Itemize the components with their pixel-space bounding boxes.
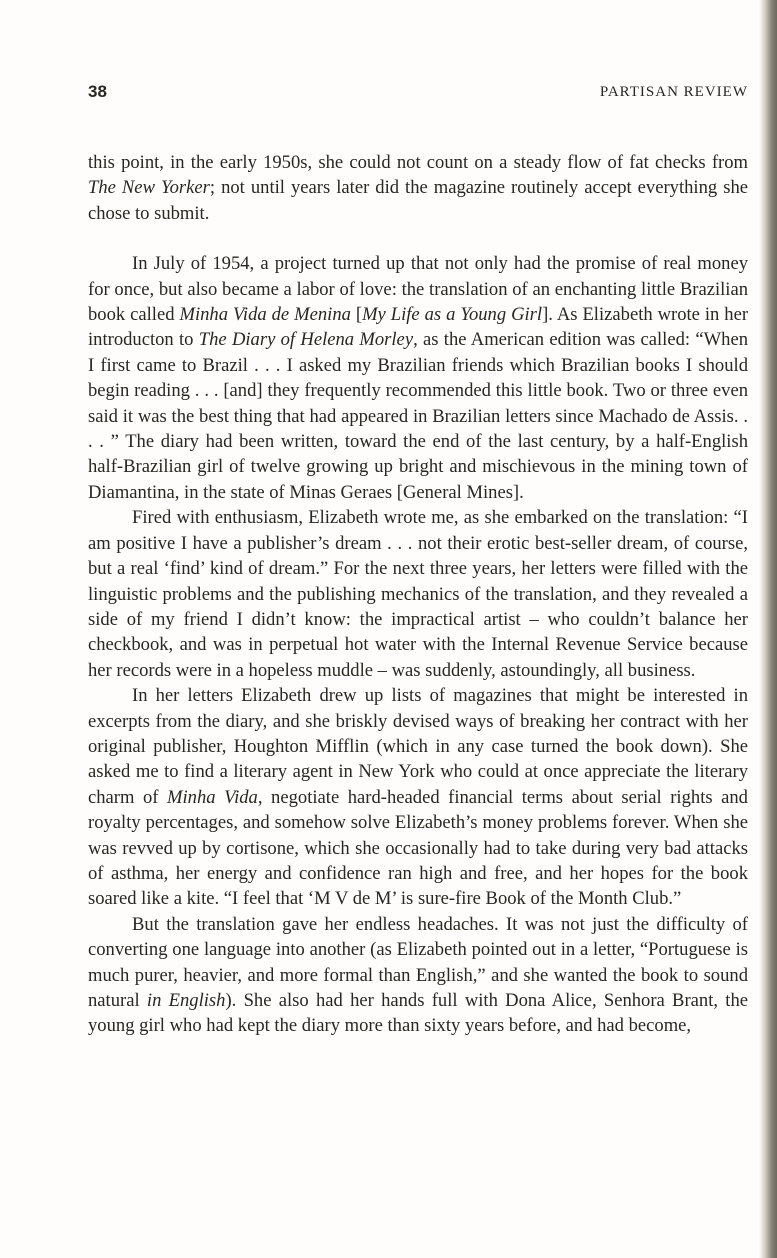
paragraph xyxy=(88,505,748,683)
paragraph xyxy=(88,683,748,912)
running-head: PARTISAN REVIEW xyxy=(599,84,748,100)
page-number: 38 xyxy=(88,82,107,101)
page-header xyxy=(88,82,748,106)
italic-text: Minha Vida xyxy=(167,786,258,808)
text-run: [ xyxy=(350,304,363,326)
text-run: , as the American edition was called: “When I first came to Brazil . . . I asked my Brazilian friends which Brazilian books I should begin reading . . . [and] they frequently recommended this little book. Two or three even said it was the best thing that had appeared in Brazilian letters since Machado de Assis. . . . ” The diary had been written, toward the end of the last century, by a half-English half-Brazilian girl of twelve growing up bright and mischievous in the mining town of Diamantina, in the state of Minas Geraes [General Mines]. xyxy=(88,329,749,503)
text-run: But the translation gave her endless headaches. It was not just the difficulty of converting one language into another (as Elizabeth pointed out in a letter, “Portuguese is much purer, heavier, and more formal than English,” and she wanted the book to sound natural xyxy=(88,913,748,1011)
italic-text: in English xyxy=(146,990,226,1011)
italic-text: Minha Vida de Menina xyxy=(179,304,351,326)
text-run: ). She also had her hands full with Dona Alice, Senhora Brant, the young girl who had kept the diary more than sixty years before, and had become, xyxy=(88,990,749,1037)
text-run: this point, in the early 1950s, she could not count on a steady flow of fat checks from xyxy=(88,152,748,173)
paragraph xyxy=(88,150,748,226)
text-run: In July of 1954, a project turned up that not only had the promise of real money for once, but also became a labor of love: the translation of an enchanting little Brazilian book called xyxy=(88,253,748,326)
text-run: ]. As Elizabeth wrote in her introducton to xyxy=(88,304,749,351)
paragraph xyxy=(88,912,748,1039)
body-text xyxy=(88,150,748,1039)
page-spine-shadow xyxy=(759,0,777,1258)
text-run: , negotiate hard-headed financial terms about serial rights and royalty percentages, and somehow solve Elizabeth’s money problems forever. When she was revved up by cortisone, which she occasionally had to take during very bad attacks of asthma, her energy and confidence ran high and free, and her hopes for the book soared like a kite. “I feel that ‘M V de M’ is sure-fire Book of the Month Club.” xyxy=(88,786,748,910)
paragraph xyxy=(88,251,748,505)
italic-text: The Diary of Helena Morley xyxy=(198,329,414,351)
italic-text: The New Yorker xyxy=(88,177,210,199)
italic-text: My Life as a Young Girl xyxy=(362,304,543,326)
text-run: ; not until years later did the magazine routinely accept everything she chose to submit. xyxy=(88,177,749,224)
text-run: In her letters Elizabeth drew up lists of magazines that might be interested in excerpts from the diary, and she briskly devised ways of breaking her contract with her original publisher, Houghton Mifflin (which in any case turned the book down). She asked me to find a literary agent in New York who could at once appreciate the literary charm of xyxy=(88,685,748,808)
text-run: Fired with enthusiasm, Elizabeth wrote me, as she embarked on the translation: “I am positive I have a publisher’s dream . . . not their erotic best-seller dream, of course, but a real ‘find’ kind of dream.” For the next three years, her letters were filled with the linguistic problems and the publishing mechanics of the translation, and they revealed a side of my friend I didn’t know: the impractical artist – who couldn’t balance her checkbook, and was in perpetual hot water with the Internal Revenue Service because her records were in a hopeless muddle – was suddenly, astoundingly, all business. xyxy=(88,507,748,681)
